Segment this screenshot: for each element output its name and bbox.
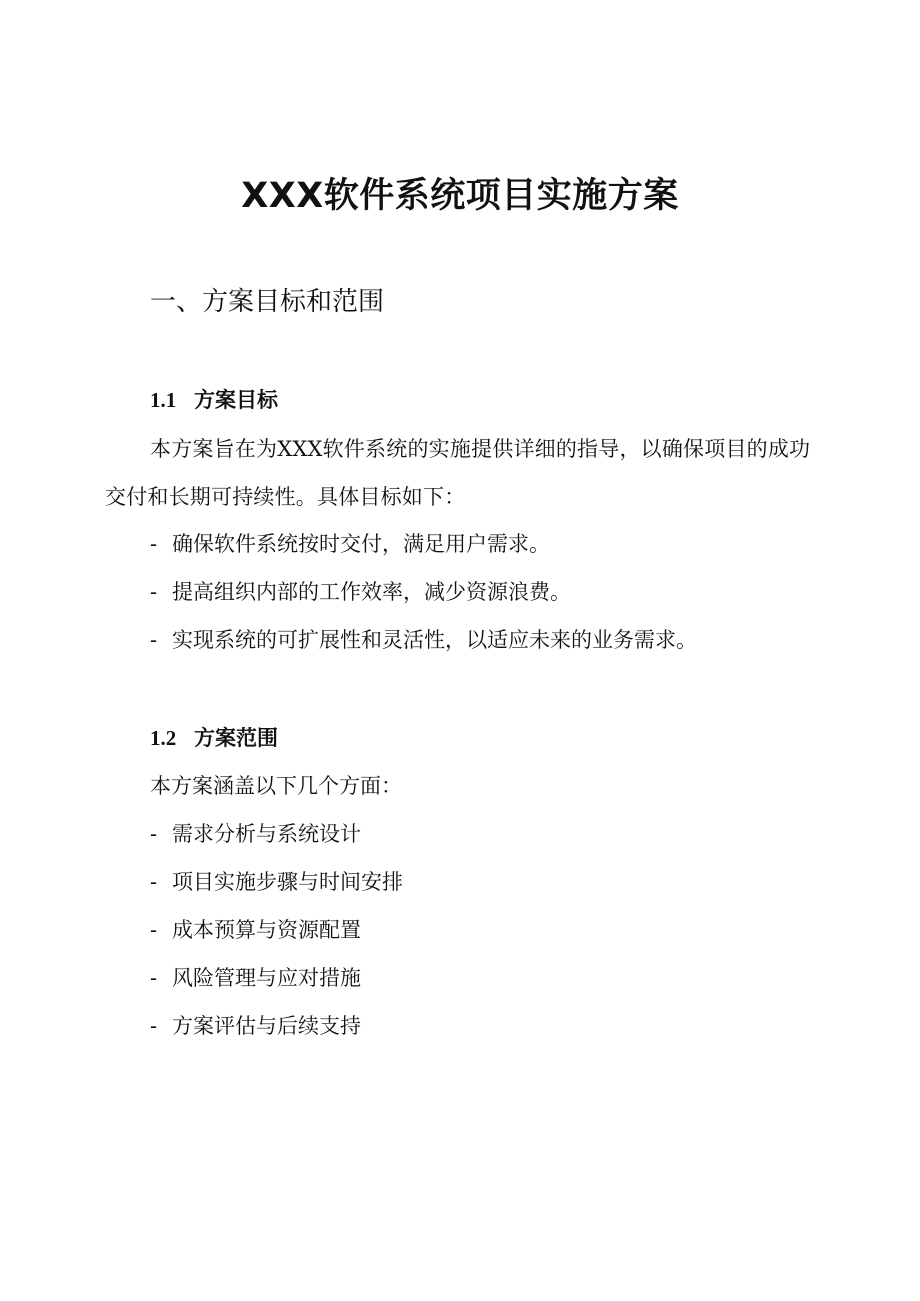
bullet-dash: - <box>150 1014 158 1038</box>
list-item: - 项目实施步骤与时间安排 <box>150 866 403 898</box>
goals-intro-paragraph: 本方案旨在为XXX软件系统的实施提供详细的指导，以确保项目的成功交付和长期可持续性。具体目标如下： <box>105 437 811 509</box>
subsection-heading-1-1 <box>150 384 278 416</box>
list-item: - 风险管理与应对措施 <box>150 962 361 994</box>
bullet-dash: - <box>150 966 158 990</box>
bullet-dash: - <box>150 628 158 652</box>
subsection-number: 1.1 <box>150 388 177 412</box>
subsection-heading-1-2 <box>150 722 278 754</box>
list-item: - 需求分析与系统设计 <box>150 818 361 850</box>
bullet-dash: - <box>150 822 158 846</box>
section-heading-1: 一、方案目标和范围 <box>150 287 385 317</box>
list-item: - 成本预算与资源配置 <box>150 914 361 946</box>
subsection-title: 方案范围 <box>194 725 278 750</box>
list-item: - 实现系统的可扩展性和灵活性，以适应未来的业务需求。 <box>150 624 697 656</box>
bullet-dash: - <box>150 532 158 556</box>
bullet-dash: - <box>150 870 158 894</box>
document-title: XXX软件系统项目实施方案 <box>241 176 679 216</box>
bullet-dash: - <box>150 918 158 942</box>
subsection-title: 方案目标 <box>194 387 278 412</box>
subsection-number: 1.2 <box>150 726 177 750</box>
scope-intro-paragraph: 本方案涵盖以下几个方面： <box>150 774 402 798</box>
list-item: - 提高组织内部的工作效率，减少资源浪费。 <box>150 576 571 608</box>
list-item: - 方案评估与后续支持 <box>150 1010 361 1042</box>
list-item: - 确保软件系统按时交付，满足用户需求。 <box>150 528 550 560</box>
bullet-dash: - <box>150 580 158 604</box>
